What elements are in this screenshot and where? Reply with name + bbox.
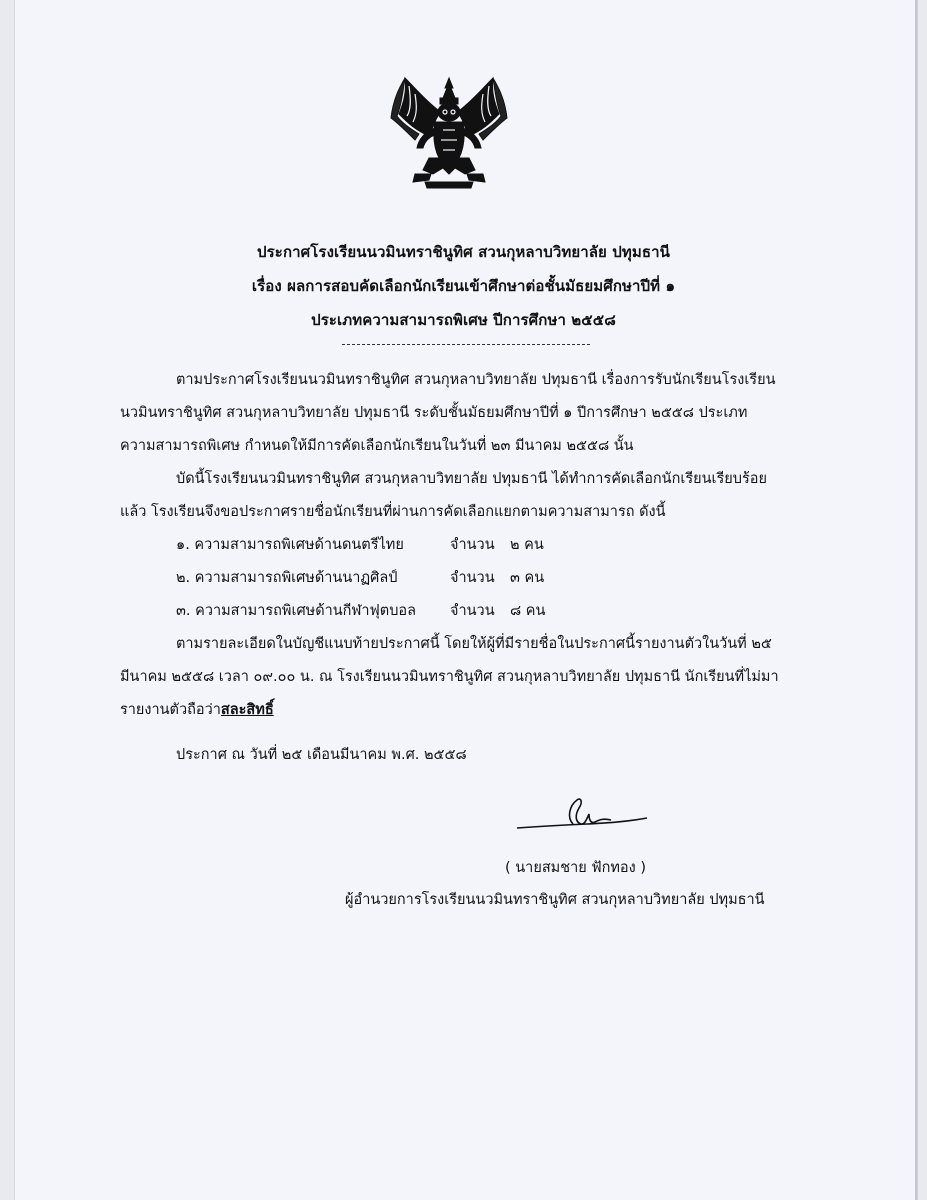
paragraph3-line-1: ตามรายละเอียดในบัญชีแนบท้ายประกาศนี้ โดยให้ผู้ที่มีรายชื่อในประกาศนี้รายงานตัวในวันที่ ๒๕ xyxy=(176,636,772,652)
paragraph3-line-2: มีนาคม ๒๕๕๘ เวลา ๐๙.๐๐ น. ณ โรงเรียนนวมินทราชินูทิศ สวนกุหลาบวิทยาลัย ปทุมธานี นักเรียนที่ไม่มา xyxy=(120,669,779,685)
paragraph2-line-1: บัดนี้โรงเรียนนวมินทราชินูทิศ สวนกุหลาบวิทยาลัย ปทุมธานี ได้ทำการคัดเลือกนักเรียนเรียบร้อย xyxy=(176,471,767,487)
garuda-emblem-icon xyxy=(385,70,513,196)
paragraph3-line-3 xyxy=(120,700,274,720)
forfeit-emphasis: สละสิทธิ์ xyxy=(220,702,274,718)
paragraph3-last-prefix: รายงานตัวถือว่า xyxy=(120,702,221,718)
paragraph2-line-2: แล้ว โรงเรียนจึงขอประกาศรายชื่อนักเรียนที่ผ่านการคัดเลือกแยกตามความสามารถ ดังนี้ xyxy=(120,504,666,520)
item-1-count-label: จำนวน xyxy=(450,537,495,553)
announce-date: ประกาศ ณ วันที่ ๒๕ เดือนมีนาคม พ.ศ. ๒๕๕๘ xyxy=(176,747,467,763)
handwritten-signature-icon xyxy=(515,788,655,838)
item-2-count-label: จำนวน xyxy=(450,570,495,586)
item-3-count-label: จำนวน xyxy=(450,603,495,619)
item-1-label: ๑. ความสามารถพิเศษด้านดนตรีไทย xyxy=(176,537,404,553)
heading-line-3: ประเภทความสามารถพิเศษ ปีการศึกษา ๒๕๕๘ xyxy=(311,311,616,329)
heading-line-1: ประกาศโรงเรียนนวมินทราชินูทิศ สวนกุหลาบวิทยาลัย ปทุมธานี xyxy=(257,243,670,261)
item-2-label: ๒. ความสามารถพิเศษด้านนาฏศิลป์ xyxy=(176,570,398,586)
paragraph1-line-2: นวมินทราชินูทิศ สวนกุหลาบวิทยาลัย ปทุมธานี ระดับชั้นมัธยมศึกษาปีที่ ๑ ปีการศึกษา ๒๕๕๘ ประเภท xyxy=(120,405,748,421)
heading-line-2: เรื่อง ผลการสอบคัดเลือกนักเรียนเข้าศึกษาต่อชั้นมัธยมศึกษาปีที่ ๑ xyxy=(251,277,676,295)
signer-title: ผู้อำนวยการโรงเรียนนวมินทราชินูทิศ สวนกุหลาบวิทยาลัย ปทุมธานี xyxy=(345,892,765,908)
paragraph1-line-3: ความสามารถพิเศษ กำหนดให้มีการคัดเลือกนักเรียนในวันที่ ๒๓ มีนาคม ๒๕๕๘ นั้น xyxy=(120,438,634,454)
paragraph1-line-1: ตามประกาศโรงเรียนนวมินทราชินูทิศ สวนกุหลาบวิทยาลัย ปทุมธานี เรื่องการรับนักเรียนโรงเรียน xyxy=(176,372,776,388)
item-3-label: ๓. ความสามารถพิเศษด้านกีฬาฟุตบอล xyxy=(176,603,416,619)
signer-name: ( นายสมชาย ฟักทอง ) xyxy=(505,860,646,876)
item-2-count: ๓ คน xyxy=(510,570,545,586)
heading-divider xyxy=(342,344,590,345)
item-1-count: ๒ คน xyxy=(510,537,544,553)
item-3-count: ๘ คน xyxy=(510,603,546,619)
